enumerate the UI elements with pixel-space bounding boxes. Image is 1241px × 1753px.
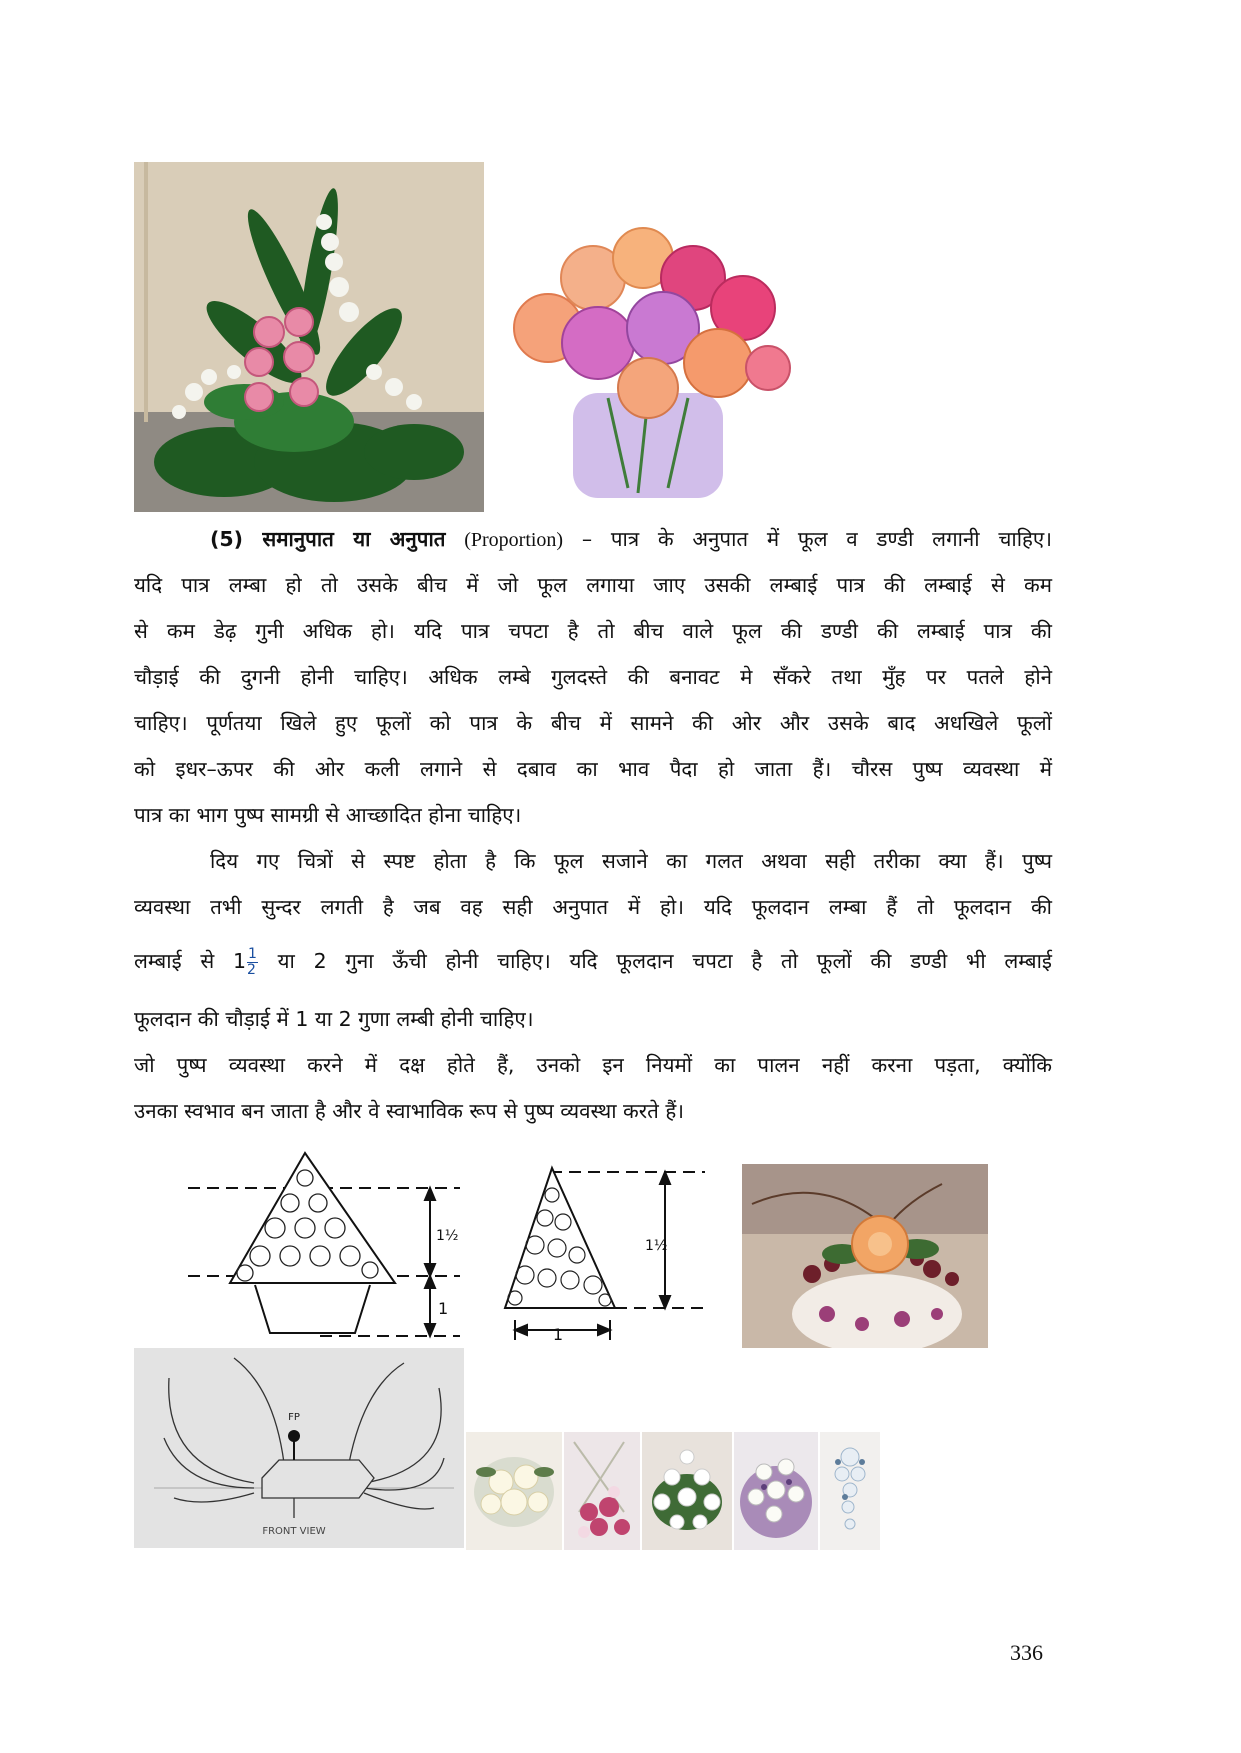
white-rose-bouquet-photo — [466, 1432, 562, 1550]
fraction-denominator: 2 — [247, 961, 256, 978]
paragraph-line: जो पुष्प व्यवस्था करने में दक्ष होते हैं, उनको इन नियमों का पालन नहीं करना पड़ता, क्योंकि — [134, 1053, 1052, 1077]
paragraph-line: से कम डेढ़ गुनी अधिक हो। यदि पात्र चपटा है तो बीच वाले फूल की डण्डी की लम्बाई पात्र की — [134, 619, 1052, 643]
cascade-bouquet-photo — [820, 1432, 880, 1550]
tall-arrangement-diagram — [495, 1160, 710, 1350]
paragraph-line: यदि पात्र लम्बा हो तो उसके बीच में जो फूल लगाया जाए उसकी लम्बाई पात्र की लम्बाई से कम — [134, 573, 1052, 597]
section-heading-line — [134, 524, 1052, 555]
focal-point-label: FP — [288, 1412, 300, 1423]
section-heading-rest: – पात्र के अनुपात में फूल व डण्डी लगानी चाहिए। — [563, 527, 1052, 551]
tall-height-label: 1½ — [645, 1238, 668, 1254]
basket-proportion-diagram — [180, 1148, 470, 1348]
tall-flower-arrangement-photo — [134, 162, 484, 512]
paragraph-line: व्यवस्था तभी सुन्दर लगती है जब वह सही अनुपात में हो। यदि फूलदान लम्बा हैं तो फूलदान की — [134, 895, 1052, 919]
pink-bouquet-photo — [564, 1432, 640, 1550]
rose-centerpiece-photo — [742, 1164, 988, 1348]
page-number: 336 — [1010, 1640, 1043, 1665]
fraction-line-end: या 2 गुना ऊँची होनी चाहिए। यदि फूलदान चपटा है तो फूलों की डण्डी भी लम्बाई — [258, 949, 1052, 973]
fraction-line-start: लम्बाई से 1 — [134, 949, 247, 973]
lily-arrangement-photo — [642, 1432, 732, 1550]
one-half-fraction — [247, 947, 258, 978]
white-purple-bouquet-photo — [734, 1432, 818, 1550]
tall-width-label: 1 — [552, 1325, 564, 1344]
paragraph-line: उनका स्वभाव बन जाता है और वे स्वाभाविक रूप से पुष्प व्यवस्था करते हैं। — [134, 1099, 685, 1123]
fraction-numerator: 1 — [248, 945, 257, 962]
paragraph-line: को इधर–ऊपर की ओर कली लगाने से दबाव का भाव पैदा हो जाता हैं। चौरस पुष्प व्यवस्था में — [134, 757, 1052, 781]
section-heading-english: (Proportion) — [464, 529, 564, 551]
paragraph-line-with-fraction — [134, 946, 1052, 978]
paragraph-line: फूलदान की चौड़ाई में 1 या 2 गुणा लम्बी होनी चाहिए। — [134, 1007, 534, 1031]
basket-upper-label: 1½ — [436, 1228, 459, 1244]
rose-vase-arrangement-photo — [488, 218, 810, 512]
paragraph-line: चौड़ाई की दुगनी होनी चाहिए। अधिक लम्बे गुलदस्ते की बनावट मे सँकरे तथा मुँह पर पतले होने — [134, 665, 1052, 689]
front-view-caption: FRONT VIEW — [262, 1526, 326, 1537]
section-heading: (5) समानुपात या अनुपात — [210, 527, 446, 551]
paragraph-line: पात्र का भाग पुष्प सामग्री से आच्छादित होना चाहिए। — [134, 803, 522, 827]
front-view-diagram — [134, 1348, 464, 1548]
paragraph-line: दिय गए चित्रों से स्पष्ट होता है कि फूल सजाने का गलत अथवा सही तरीका क्या हैं। पुष्प — [210, 849, 1052, 873]
paragraph-line: चाहिए। पूर्णतया खिले हुए फूलों को पात्र के बीच में सामने की ओर और उसके बाद अधखिले फूलों — [134, 711, 1052, 735]
basket-lower-label: 1 — [438, 1299, 449, 1318]
